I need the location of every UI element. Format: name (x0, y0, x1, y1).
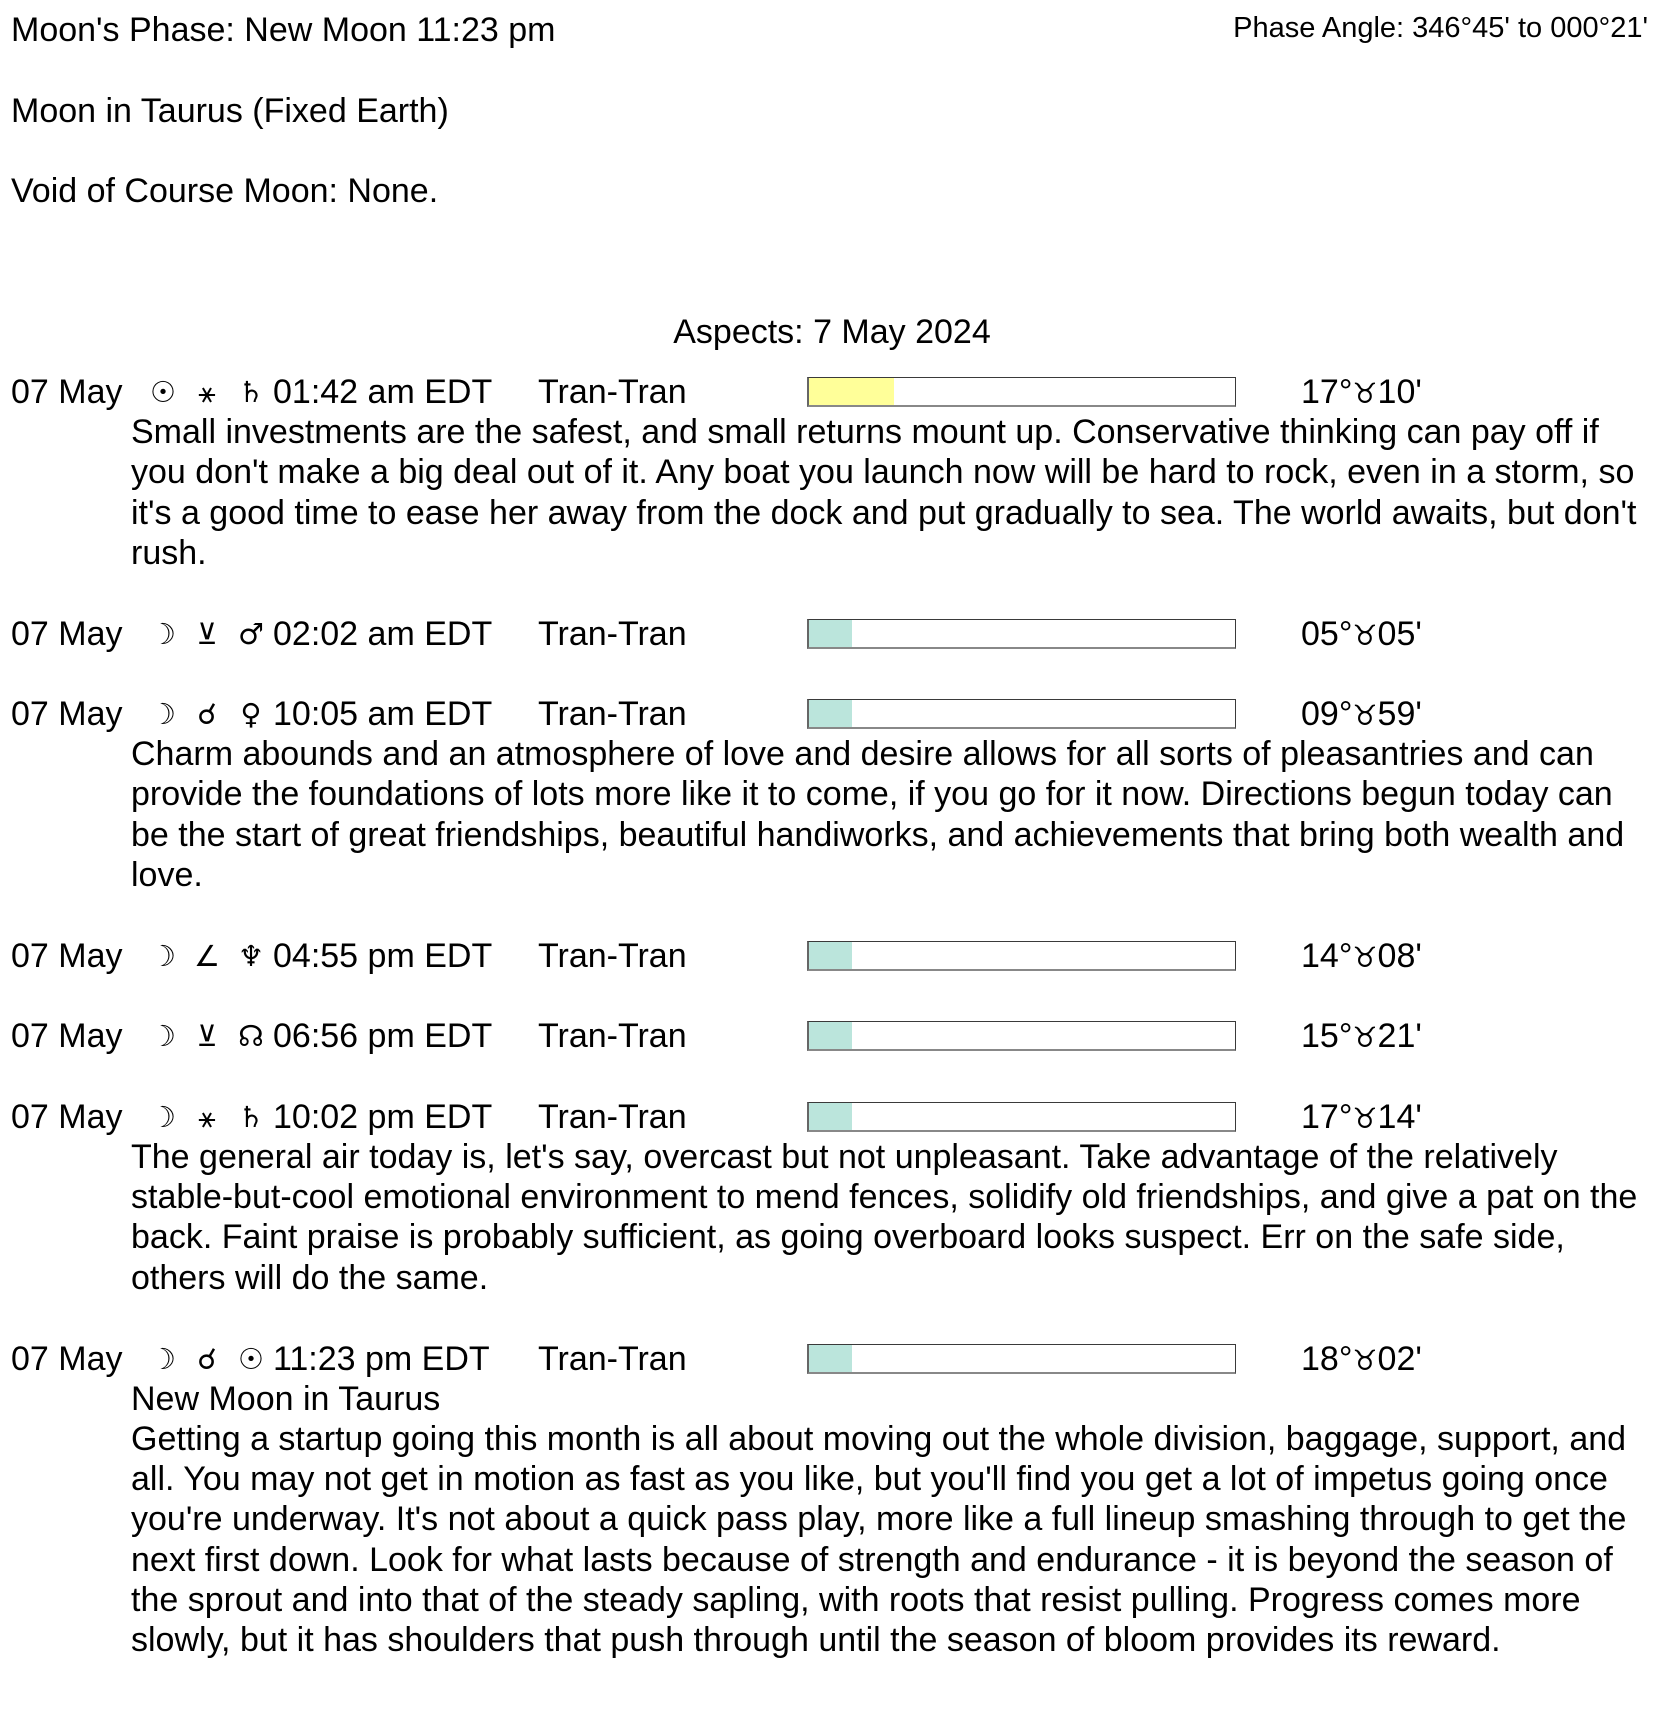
aspect-kind: Tran-Tran (538, 1097, 687, 1136)
aspect-description: Small investments are the safest, and small returns mount up. Conservative thinking can pay off if you don't make a big deal out of it. Any boat you launch now will be hard to rock, even in a storm, so it's a good time to ease her away from the dock and put gradually to sea. The world awaits, but don't rush. (131, 413, 1637, 572)
aspect-header (0, 372, 1664, 412)
aspects-list (0, 372, 1664, 1701)
aspect-date: 07 May (11, 373, 123, 411)
aspect-date: 07 May (11, 1339, 123, 1378)
position-minutes: 21' (1377, 1017, 1422, 1056)
aspect-time: 10:02 pm EDT (273, 1097, 493, 1136)
position-degree: 17° (1301, 373, 1353, 411)
aspect-kind: Tran-Tran (538, 936, 687, 975)
position-minutes: 08' (1377, 936, 1422, 975)
taurus-icon: ♉ (1352, 940, 1378, 974)
conjunction-icon: ☌ (197, 697, 217, 732)
position-minutes: 14' (1377, 1097, 1422, 1136)
sun-icon: ☉ (238, 1341, 264, 1376)
aspect-item (0, 1339, 1664, 1661)
moon-icon: ☽ (150, 616, 176, 651)
venus-icon: ♀ (240, 697, 262, 732)
aspect-item (0, 372, 1664, 573)
strength-bar-fill (809, 378, 894, 405)
phase-angle: Phase Angle: 346°45' to 000°21' (1233, 12, 1648, 44)
moon-icon: ☽ (150, 697, 176, 732)
quincunx-icon: ⊻ (196, 616, 218, 651)
aspect-description: Charm abounds and an atmosphere of love and desire allows for all sorts of pleasantries and can provide the foundations of lots more like it to come, if you go for it now. Directions begun today can be the start of great friendships, beautiful handiworks, and achievements that bring both wealth and love. (131, 735, 1625, 895)
strength-bar (807, 1344, 1236, 1374)
aspect-position (1301, 694, 1422, 736)
mars-icon: ♂ (238, 616, 264, 651)
taurus-icon: ♉ (1352, 1021, 1378, 1055)
aspect-description: Getting a startup going this month is all about moving out the whole division, baggage, support, and all. You may not get in motion as fast as you like, but you'll find you get a lot of impetus going once you're underway. It's not about a quick pass play, more like a full lineup smashing through to get the next first down. Look for what lasts because of strength and endurance - it is beyond the season of the sprout and into that of the steady sapling, with roots that resist pulling. Progress comes more slowly, but it has shoulders that push through until the season of bloom provides its reward. (131, 1419, 1627, 1660)
aspect-description: The general air today is, let's say, overcast but not unpleasant. Take advantage of the relatively stable-but-cool emotional environment to mend fences, solidify old friendships, and give a pat on the back. Faint praise is probably sufficient, as going overboard looks suspect. Err on the safe side, others will do the same. (131, 1137, 1638, 1297)
aspect-position (1301, 1339, 1422, 1381)
semisquare-icon: ∠ (194, 938, 220, 973)
aspect-position (1301, 936, 1422, 978)
aspect-time: 02:02 am EDT (273, 614, 493, 653)
taurus-icon: ♉ (1352, 618, 1378, 652)
aspect-time: 06:56 pm EDT (273, 1017, 493, 1056)
aspect-kind: Tran-Tran (538, 1339, 687, 1378)
position-minutes: 02' (1377, 1339, 1422, 1378)
aspect-kind: Tran-Tran (538, 695, 687, 734)
quincunx-icon: ⊻ (196, 1019, 218, 1054)
aspect-time: 04:55 pm EDT (273, 936, 493, 975)
aspect-glyphs (141, 1339, 273, 1379)
strength-bar-fill (809, 1345, 852, 1372)
aspect-header (0, 694, 1664, 734)
strength-bar (807, 699, 1236, 729)
conjunction-icon: ☌ (197, 1341, 217, 1376)
moon-phase: Moon's Phase: New Moon 11:23 pm (11, 11, 556, 49)
strength-bar (807, 377, 1236, 407)
aspect-glyphs (141, 1016, 273, 1056)
aspect-date: 07 May (11, 614, 123, 653)
moon-icon: ☽ (150, 1099, 176, 1134)
aspects-title: Aspects: 7 May 2024 (673, 313, 991, 351)
position-degree: 09° (1301, 695, 1353, 734)
taurus-icon: ♉ (1352, 1101, 1378, 1135)
taurus-icon: ♉ (1352, 377, 1378, 410)
aspect-item (0, 614, 1664, 654)
aspect-item (0, 1097, 1664, 1298)
aspect-kind: Tran-Tran (538, 1017, 687, 1056)
aspect-time: 10:05 am EDT (273, 695, 493, 734)
aspect-header (0, 1016, 1664, 1056)
position-minutes: 05' (1377, 614, 1422, 653)
aspect-time: 11:23 pm EDT (273, 1339, 490, 1378)
strength-bar (807, 1102, 1236, 1132)
aspect-glyphs (141, 936, 273, 976)
strength-bar (807, 1021, 1236, 1051)
strength-bar (807, 619, 1236, 649)
strength-bar-fill (809, 942, 852, 969)
aspect-glyphs (141, 694, 273, 734)
aspect-date: 07 May (11, 1017, 123, 1056)
aspect-date: 07 May (11, 936, 123, 975)
taurus-icon: ♉ (1352, 699, 1378, 733)
aspect-item (0, 1016, 1664, 1056)
aspect-header (0, 1339, 1664, 1379)
aspect-position (1301, 1016, 1422, 1058)
position-degree: 18° (1301, 1339, 1353, 1378)
aspect-time: 01:42 am EDT (273, 373, 493, 411)
strength-bar-fill (809, 1022, 852, 1049)
aspect-item (0, 694, 1664, 895)
position-degree: 17° (1301, 1097, 1353, 1136)
aspect-position (1301, 614, 1422, 656)
north-node-icon: ☊ (238, 1019, 264, 1054)
taurus-icon: ♉ (1352, 1343, 1378, 1377)
aspect-kind: Tran-Tran (538, 614, 687, 653)
aspect-date: 07 May (11, 695, 123, 734)
saturn-icon: ♄ (238, 375, 264, 409)
strength-bar-fill (809, 620, 852, 647)
aspect-item (0, 936, 1664, 976)
position-minutes: 59' (1377, 695, 1422, 734)
aspect-position (1301, 1097, 1422, 1139)
moon-icon: ☽ (150, 938, 176, 973)
moon-sign: Moon in Taurus (Fixed Earth) (11, 92, 449, 130)
strength-bar-fill (809, 1103, 852, 1130)
moon-icon: ☽ (150, 1019, 176, 1054)
aspect-position (1301, 372, 1422, 414)
aspect-glyphs (141, 1097, 273, 1137)
position-degree: 15° (1301, 1017, 1353, 1056)
sextile-icon: ⚹ (198, 375, 216, 409)
aspect-header (0, 1097, 1664, 1137)
strength-bar-fill (809, 700, 852, 727)
aspect-title: New Moon in Taurus (131, 1379, 441, 1418)
moon-icon: ☽ (150, 1341, 176, 1376)
aspect-header (0, 936, 1664, 976)
neptune-icon: ♆ (238, 938, 264, 973)
saturn-icon: ♄ (238, 1099, 264, 1134)
aspect-date: 07 May (11, 1097, 123, 1136)
strength-bar (807, 941, 1236, 971)
sun-icon: ☉ (150, 375, 176, 409)
aspect-kind: Tran-Tran (538, 373, 687, 411)
void-of-course: Void of Course Moon: None. (11, 172, 439, 210)
position-minutes: 10' (1377, 373, 1422, 411)
sextile-icon: ⚹ (198, 1099, 216, 1134)
position-degree: 05° (1301, 614, 1353, 653)
aspect-glyphs (141, 614, 273, 654)
position-degree: 14° (1301, 936, 1353, 975)
aspect-glyphs (141, 372, 273, 412)
aspect-header (0, 614, 1664, 654)
